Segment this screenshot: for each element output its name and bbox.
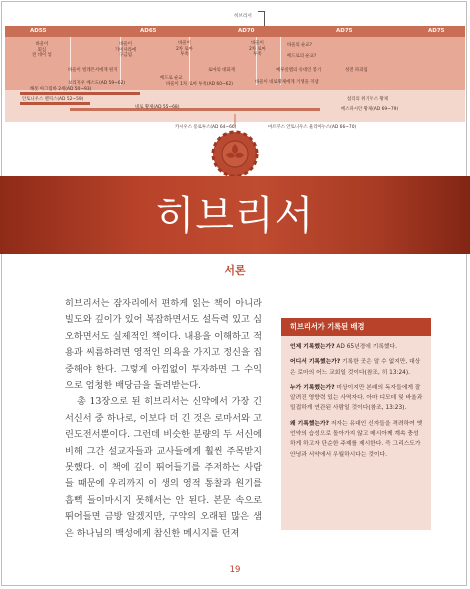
sidebar-item-label: 언제 기록했는가? [290,344,335,350]
timeline-year: AD75 [428,28,445,34]
timeline-event: 바울이 2차 로마 투옥 [176,41,193,58]
timeline-event: 해롯 아그립바 2세(AD 50~93) [30,87,92,92]
timeline-event: 바울이 빌레몬서에게 편지 [68,68,118,73]
body-paragraph: 총 13장으로 된 히브리서는 신약에서 가장 긴 서신서 중 하나로, 이보다 더 긴 것은 로마서와 고린도전서뿐이다. 그런데 비슷한 분량의 두 서신에 비해 그간 설교자들과 교사들에게 훨씬 주목받지 못했다. 이 책에 깊이 뛰어들기를 주저하는 사람들 때문에 우리까지 이 생의 영적 통찰과 원기를 흡뻑 들이마시지 못해서는 안 된다. 본문 속으로 뛰어들면 금방 알겠지만, 구약의 오래된 많은 샘은 하나님의 백성에게 참신한 메시지를 던져 [65,396,262,539]
sidebar-body [281,336,431,460]
body-text [65,296,262,542]
timeline-ruler-left: 카시우스 롱로투스(AD 64~66) [175,125,237,130]
page-title: 히브리서 [155,193,315,239]
section-heading: 서론 [224,264,246,277]
timeline-bar [70,108,320,111]
timeline-event: 바울이 1차 로마 투옥(AD 60~62) [166,82,233,87]
timeline-tick [280,37,281,85]
sidebar-item-label: 누가 기록했는가? [290,384,335,391]
sidebar-box [281,318,431,530]
timeline-event: 섭리의 위기두스 황제 [347,97,388,102]
timeline-year-stripe [5,26,465,37]
timeline-event: 바울이 2차 로마 투옥 [249,41,266,58]
timeline-year: AD65 [140,28,157,34]
timeline-year: AD70 [238,28,255,34]
sidebar-item-text: 저자는 유대인 신자들을 격려하여 옛 언약의 습성으로 돌아가지 않고 메시아께 계속 충성하게 하고자 단순한 주제를 제시한다. 즉 그리스도가 안녕과 서약에서 우월하시다는 것이다. [290,420,423,458]
timeline-event: 베스파시안 황제(AD 69~79) [341,107,399,112]
sidebar-item-label: 왜 기록했는가? [290,420,329,427]
sidebar-item [290,419,423,460]
timeline-event: 바울이 네로황제에게 거생을 지냄 [255,80,319,85]
timeline-year: AD75 [336,28,353,34]
timeline-event: 베드로의 순교? [287,54,317,59]
sidebar-heading: 히브리서가 기록된 배경 [281,318,431,336]
timeline-tick [70,37,71,85]
timeline-event: 바울의 순교? [287,43,312,48]
timeline-event: 성전 파괴됨 [345,68,368,73]
page-number: 19 [229,565,241,575]
timeline-event: 예루살렘의 유대인 봉기 [276,68,322,73]
timeline-event: 안토니우스 펠릭스(AD 52~59) [22,97,84,102]
timeline-event: 바울이 회심 전 데이 넣 [32,42,52,59]
timeline-bracket [258,11,265,26]
timeline-event: 바울이 가이사라에 구금됨 [115,42,137,59]
timeline-top-marker: 히브리서 [234,14,252,19]
sidebar-item-text: 미상이지만 본래의 독자들에게 잘 알려진 영향력 있는 사역자다. 아마 디모데 및 바울과 밀접하게 연관된 사람일 것이다(참조, 13:23). [290,384,423,412]
timeline-event: 네로 황제(AD 55~68) [135,105,180,110]
timeline-year: AD55 [30,28,47,34]
sidebar-item-label: 어디서 기록했는가? [290,359,341,366]
sidebar-item [290,383,423,414]
sidebar-item [290,342,423,352]
timeline-event: 로마의 대화재 [208,68,235,73]
timeline-event: 베드로 순교 [160,76,183,81]
sidebar-item-text: AD 65년경에 기록했다. [334,344,397,350]
body-paragraph: 히브리서는 잠자리에서 편하게 읽는 책이 아니라 빌도와 깊이가 있어 복잡하면서도 설득력 있고 심오하면서도 실제적인 책이다. 내용을 이해하고 적용과 씨름하려면 영적인 의욕을 가지고 정신을 집중해야 한다. 그렇게 아낌없이 투자하면 그 수익으로 엄청한 배당금을 돌려받는다. [65,298,262,392]
sidebar-item-text: 기록한 곳은 알 수 없지만, 대상은 로마의 어느 교회일 것이다(참조, 히 13:24). [290,359,421,376]
timeline-event: 보리지우 베스도(AD 59~62) [68,81,126,86]
timeline-ruler-right: 마르쿠스 안토니우스 율리아누스(AD 66~70) [268,125,357,130]
sidebar-item [290,357,423,378]
